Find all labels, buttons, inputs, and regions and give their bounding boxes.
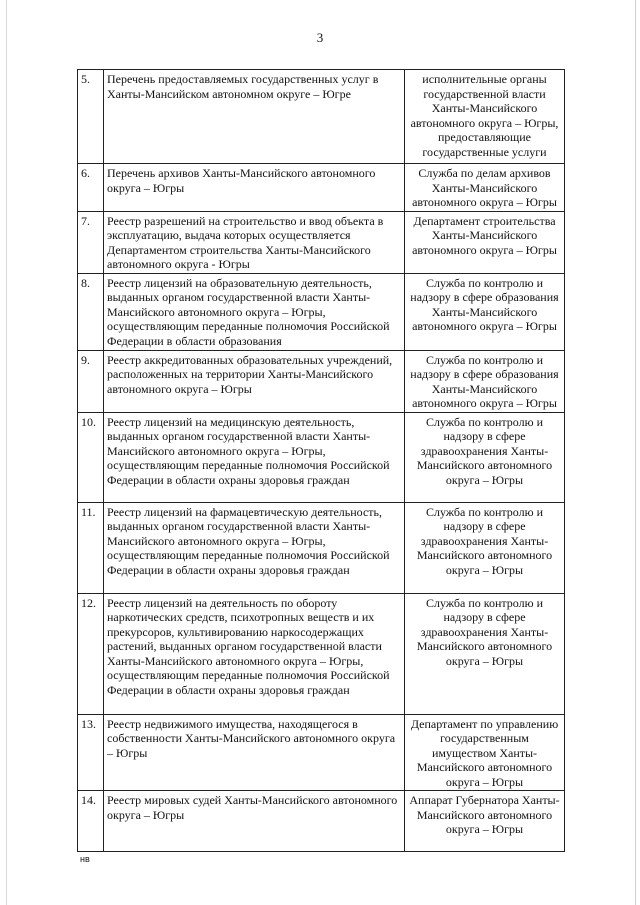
row-title: Реестр лицензий на фармацевтическую деятельность, выданных органом государственной власти Ханты-Мансийского автономного округа – Югры, осуществляющим переданные полномочия Российской Федерации в области охраны здоровья граждан [104,502,405,593]
row-title: Реестр аккредитованных образовательных учреждений, расположенных на территории Ханты-Мансийского автономного округа – Югры [104,350,405,412]
table-row [78,714,565,791]
table-row [78,70,565,164]
row-title: Реестр мировых судей Ханты-Мансийского автономного округа – Югры [104,791,405,852]
row-authority: Аппарат Губернатора Ханты-Мансийского автономного округа – Югры [405,791,565,852]
row-title: Перечень архивов Ханты-Мансийского автономного округа – Югры [104,164,405,212]
row-authority: Служба по контролю и надзору в сфере здравоохранения Ханты-Мансийского автономного округа – Югры [405,593,565,714]
row-authority: Служба по контролю и надзору в сфере здравоохранения Ханты-Мансийского автономного округа – Югры [405,502,565,593]
row-number: 14. [78,791,104,852]
row-number: 7. [78,211,104,273]
scan-edge-right [635,0,636,905]
row-title: Перечень предоставляемых государственных услуг в Ханты-Мансийском автономном округе – Югре [104,70,405,164]
row-authority: Департамент по управлению государственным имуществом Ханты-Мансийского автономного округа – Югры [405,714,565,791]
row-number: 5. [78,70,104,164]
row-title: Реестр лицензий на медицинскую деятельность, выданных органом государственной власти Ханты-Мансийского автономного округа – Югры, осуществляющим переданные полномочия Российской Федерации в области охраны здоровья граждан [104,412,405,502]
row-number: 8. [78,273,104,350]
scan-edge-left [6,0,7,905]
row-authority: Служба по контролю и надзору в сфере образования Ханты-Мансийского автономного округа – Югры [405,273,565,350]
table-row [78,211,565,273]
table-row [78,350,565,412]
footer-initials: нв [80,854,90,864]
row-number: 12. [78,593,104,714]
row-authority: Служба по контролю и надзору в сфере здравоохранения Ханты-Мансийского автономного округа – Югры [405,412,565,502]
row-authority: Служба по делам архивов Ханты-Мансийского автономного округа – Югры [405,164,565,212]
table-row [78,502,565,593]
row-number: 9. [78,350,104,412]
row-title: Реестр разрешений на строительство и ввод объекта в эксплуатацию, выдача которых осуществляется Департаментом строительства Ханты-Мансийского автономного округа - Югры [104,211,405,273]
row-title: Реестр недвижимого имущества, находящегося в собственности Ханты-Мансийского автономного округа – Югры [104,714,405,791]
table-row [78,273,565,350]
table-row [78,412,565,502]
row-number: 11. [78,502,104,593]
table-row [78,593,565,714]
row-authority: Департамент строительства Ханты-Мансийского автономного округа – Югры [405,211,565,273]
row-title: Реестр лицензий на деятельность по обороту наркотических средств, психотропных веществ и их прекурсоров, культивированию наркосодержащих растений, выданных органом государственной власти Ханты-Мансийского автономного округа – Югры, осуществляющим переданные полномочия Российской Федерации в области охраны здоровья граждан [104,593,405,714]
row-number: 6. [78,164,104,212]
table-row [78,164,565,212]
row-authority: исполнительные органы государственной власти Ханты-Мансийского автономного округа – Югры, предоставляющие государственные услуги [405,70,565,164]
row-number: 13. [78,714,104,791]
row-authority: Служба по контролю и надзору в сфере образования Ханты-Мансийского автономного округа – Югры [405,350,565,412]
registry-table [77,69,565,852]
row-number: 10. [78,412,104,502]
page-number: 3 [316,30,324,45]
table-row [78,791,565,852]
row-title: Реестр лицензий на образовательную деятельность, выданных органом государственной власти Ханты-Мансийского автономного округа – Югры, осуществляющим переданные полномочия Российской Федерации в области образования [104,273,405,350]
